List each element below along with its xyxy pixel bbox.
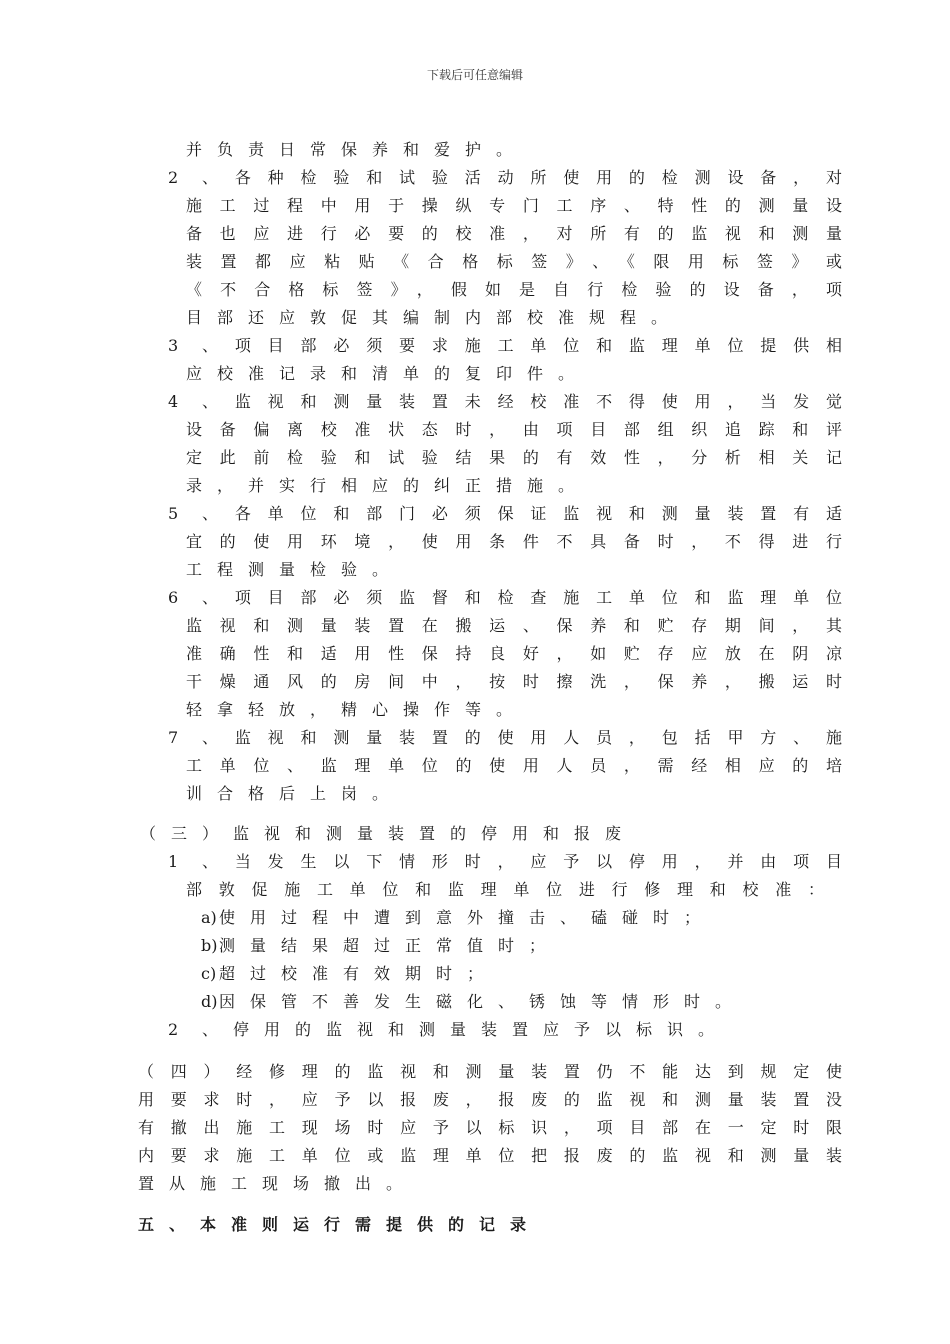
list-line: 准确性和适用性保持良好，如贮存应放在阴凉 [186, 644, 842, 663]
list-number: 3 [168, 336, 179, 355]
section-heading: （三）监视和测量装置的停用和报废 [140, 824, 637, 843]
paragraph-line: 置从施工现场撤出。 [138, 1174, 418, 1193]
section-heading: 五、本准则运行需提供的记录 [138, 1215, 542, 1234]
list-line: 、停用的监视和测量装置应予以标识。 [202, 1020, 730, 1039]
paragraph-line: 内要求施工单位或监理单位把报废的监视和测量装 [138, 1146, 842, 1165]
list-number: 4 [168, 392, 179, 411]
list-line: 施工过程中用于操纵专门工序、特性的测量设 [186, 196, 842, 215]
list-line: 并负责日常保养和爱护。 [186, 140, 528, 159]
sub-mark: b) [201, 936, 218, 955]
list-line: 宜的使用环境，使用条件不具备时，不得进行 [186, 532, 842, 551]
paragraph-line: 用要求时，应予以报废，报废的监视和测量装置没 [138, 1090, 842, 1109]
sub-line: 因保管不善发生磁化、锈蚀等情形时。 [219, 992, 747, 1011]
list-line: 备也应进行必要的校准，对所有的监视和测量 [186, 224, 842, 243]
list-number: 6 [168, 588, 179, 607]
list-line: 工单位、监理单位的使用人员，需经相应的培 [186, 756, 842, 775]
list-line: 、各单位和部门必须保证监视和测量装置有适 [202, 504, 842, 523]
list-line: 轻拿轻放，精心操作等。 [186, 700, 528, 719]
sub-mark: c) [201, 964, 217, 983]
list-number: 2 [168, 1020, 179, 1039]
list-line: 录，并实行相应的纠正措施。 [186, 476, 590, 495]
list-line: 目部还应敦促其编制内部校准规程。 [186, 308, 683, 327]
sub-mark: a) [201, 908, 217, 927]
list-number: 2 [168, 168, 179, 187]
list-line: 、监视和测量装置的使用人员，包括甲方、施 [202, 728, 842, 747]
sub-line: 测量结果超过正常值时； [219, 936, 561, 955]
list-line: 训合格后上岗。 [186, 784, 404, 803]
paragraph-line: （四）经修理的监视和测量装置仍不能达到规定使 [138, 1062, 842, 1081]
list-line: 定此前检验和试验结果的有效性，分析相关记 [186, 448, 842, 467]
list-line: 、项目部必须要求施工单位和监理单位提供相 [202, 336, 842, 355]
list-line: 部敦促施工单位和监理单位进行修理和校准： [186, 880, 824, 899]
list-line: 、监视和测量装置未经校准不得使用，当发觉 [202, 392, 842, 411]
list-line: 工程测量检验。 [186, 560, 404, 579]
list-line: 《不合格标签》，假如是自行检验的设备，项 [186, 280, 842, 299]
list-line: 应校准记录和清单的复印件。 [186, 364, 590, 383]
list-line: 设备偏离校准状态时，由项目部组织追踪和评 [186, 420, 842, 439]
list-line: 、项目部必须监督和检查施工单位和监理单位 [202, 588, 842, 607]
list-line: 装置都应粘贴《合格标签》、《限用标签》或 [186, 252, 842, 271]
sub-mark: d) [201, 992, 218, 1011]
list-number: 5 [168, 504, 179, 523]
list-line: 、当发生以下情形时，应予以停用，并由项目 [202, 852, 842, 871]
sub-line: 超过校准有效期时； [219, 964, 499, 983]
list-line: 监视和测量装置在搬运、保养和贮存期间，其 [186, 616, 842, 635]
paragraph-line: 有撤出施工现场时应予以标识，项目部在一定时限 [138, 1118, 842, 1137]
page-header: 下载后可任意编辑 [426, 68, 523, 82]
sub-line: 使用过程中遭到意外撞击、磕碰时； [219, 908, 716, 927]
list-number: 1 [168, 852, 179, 871]
list-line: 干燥通风的房间中，按时擦洗，保养，搬运时 [186, 672, 842, 691]
list-line: 、各种检验和试验活动所使用的检测设备，对 [202, 168, 842, 187]
list-number: 7 [168, 728, 179, 747]
